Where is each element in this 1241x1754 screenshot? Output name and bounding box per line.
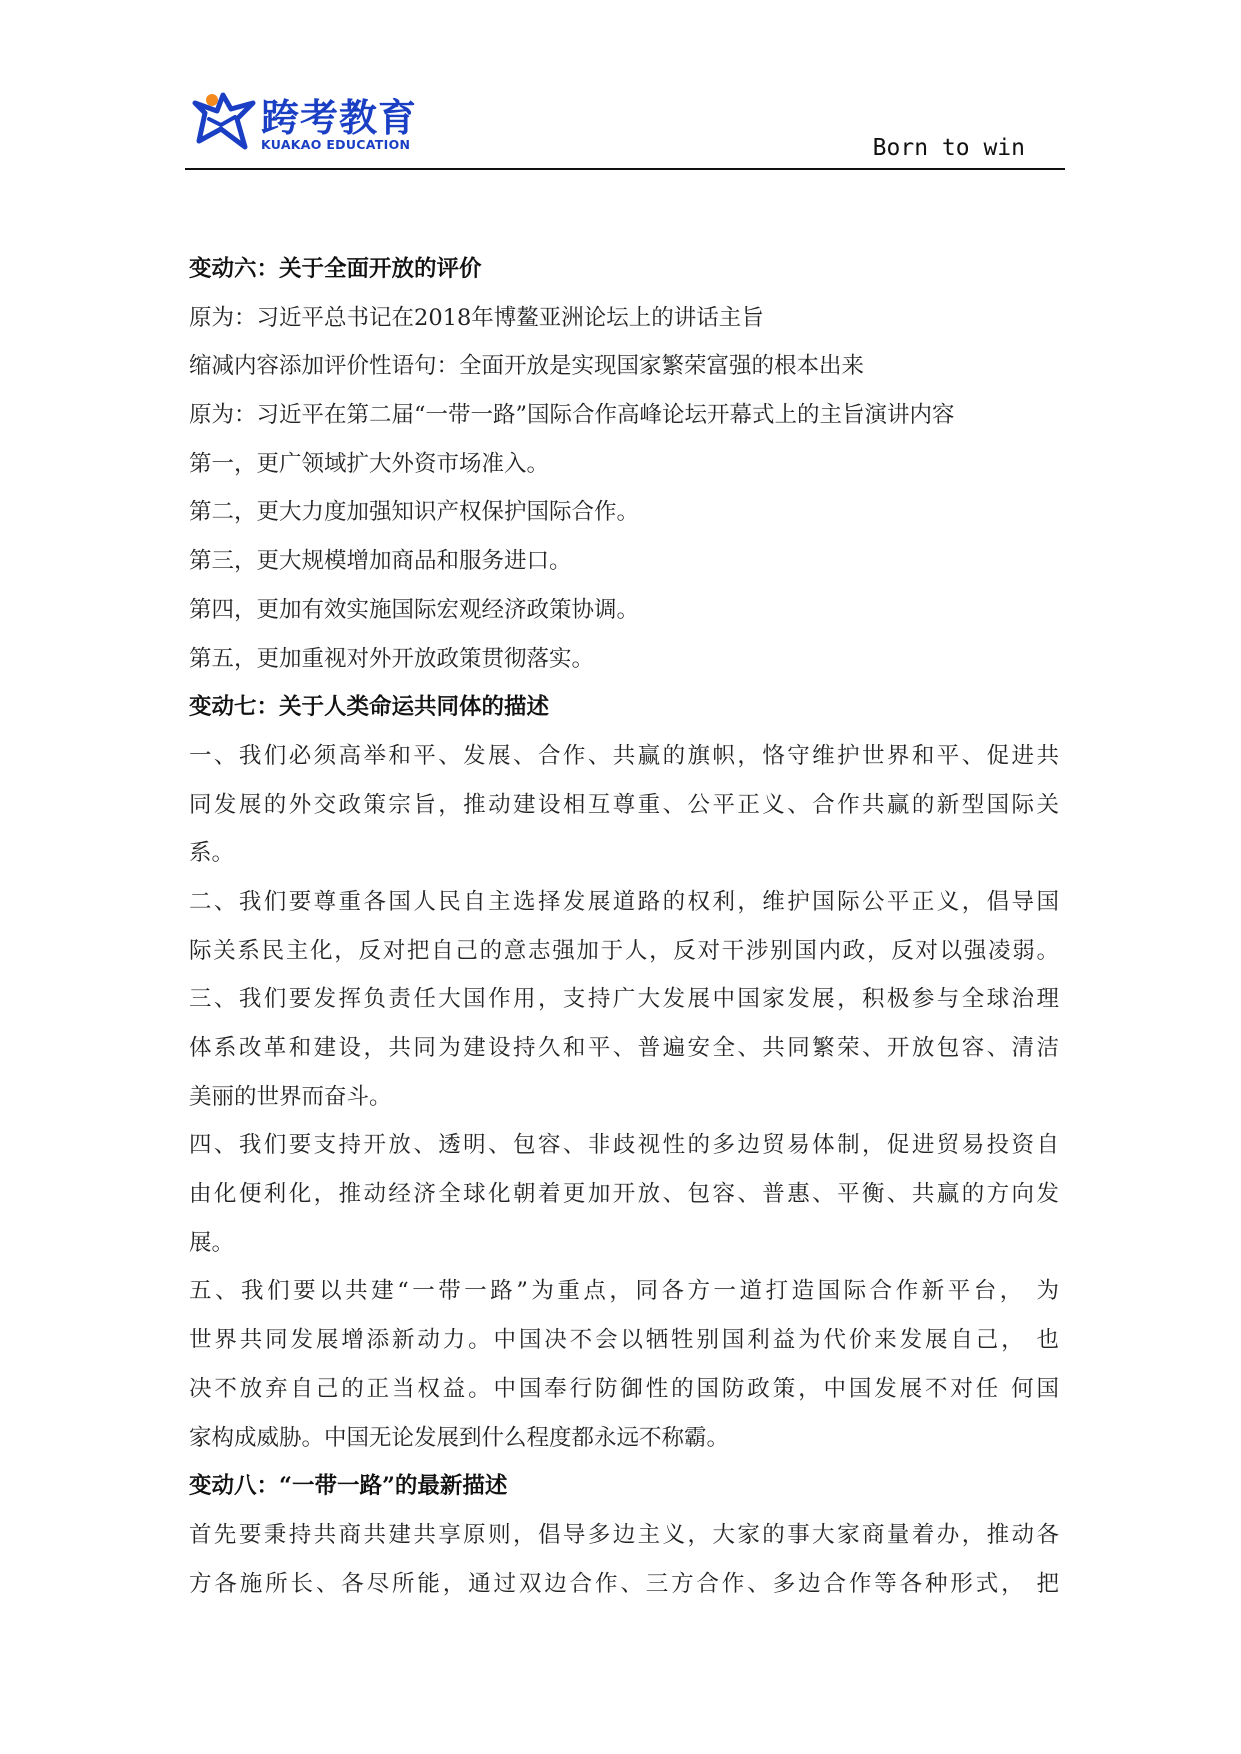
paragraph-line: 世界共同发展增添新动力。中国决不会以牺牲别国利益为代价来发展自己， 也 (189, 1327, 1059, 1354)
paragraph-line: 第一，更广领域扩大外资市场准入。 (189, 450, 550, 477)
paragraph-line: 一、我们必须高举和平、发展、合作、共赢的旗帜，恪守维护世界和平、促进共 (189, 742, 1059, 769)
paragraph-line: 二、我们要尊重各国人民自主选择发展道路的权利，维护国际公平正义，倡导国 (189, 888, 1059, 915)
kuakao-logo (191, 85, 451, 155)
paragraph-line: 家构成威胁。中国无论发展到什么程度都永远不称霸。 (189, 1424, 730, 1451)
header-divider (185, 168, 1065, 170)
paragraph-line: 决不放弃自己的正当权益。中国奉行防御性的国防政策，中国发展不对任 何国 (189, 1375, 1059, 1402)
page-header (185, 85, 1065, 170)
section-heading: 变动八：“一带一路”的最新描述 (189, 1473, 508, 1500)
paragraph-line: 第五，更加重视对外开放政策贯彻落实。 (189, 645, 595, 672)
paragraph-line: 由化便利化，推动经济全球化朝着更加开放、包容、普惠、平衡、共赢的方向发 (189, 1181, 1059, 1208)
paragraph-line: 美丽的世界而奋斗。 (189, 1083, 392, 1110)
kuakao-emblem-icon (191, 89, 257, 151)
header-slogan: Born to win (872, 135, 1025, 161)
section-heading: 变动七：关于人类命运共同体的描述 (189, 694, 550, 721)
paragraph-line: 原为：习近平在第二届“一带一路”国际合作高峰论坛开幕式上的主旨演讲内容 (189, 402, 955, 429)
paragraph-line: 五、我们要以共建“一带一路”为重点，同各方一道打造国际合作新平台， 为 (189, 1278, 1059, 1305)
paragraph-line: 体系改革和建设，共同为建设持久和平、普遍安全、共同繁荣、开放包容、清洁 (189, 1035, 1059, 1061)
paragraph-line: 首先要秉持共商共建共享原则，倡导多边主义，大家的事大家商量着办，推动各 (189, 1521, 1059, 1548)
paragraph-line: 原为：习近平总书记在2018年博鳌亚洲论坛上的讲话主旨 (189, 304, 764, 331)
paragraph-line: 三、我们要发挥负责任大国作用，支持广大发展中国家发展，积极参与全球治理 (189, 986, 1059, 1013)
paragraph-line: 第三，更大规模增加商品和服务进口。 (189, 548, 572, 575)
paragraph-line: 四、我们要支持开放、透明、包容、非歧视性的多边贸易体制，促进贸易投资自 (189, 1132, 1059, 1159)
paragraph-line: 际关系民主化，反对把自己的意志强加于人，反对干涉别国内政，反对以强凌弱。 (189, 937, 1059, 964)
paragraph-line: 缩减内容添加评价性语句：全面开放是实现国家繁荣富强的根本出来 (189, 353, 865, 380)
paragraph-line: 展。 (189, 1229, 235, 1256)
document-body (189, 245, 1059, 1608)
paragraph-line: 方各施所长、各尽所能，通过双边合作、三方合作、多边合作等各种形式， 把 (189, 1570, 1059, 1597)
paragraph-line: 第二，更大力度加强知识产权保护国际合作。 (189, 499, 640, 526)
paragraph-line: 系。 (189, 840, 235, 867)
section-heading: 变动六：关于全面开放的评价 (189, 256, 482, 282)
logo-text-en: KUAKAO EDUCATION (261, 137, 411, 152)
paragraph-line: 第四，更加有效实施国际宏观经济政策协调。 (189, 596, 640, 623)
paragraph-line: 同发展的外交政策宗旨，推动建设相互尊重、公平正义、合作共赢的新型国际关 (189, 791, 1059, 818)
logo-text-cn: 跨考教育 (261, 96, 418, 140)
